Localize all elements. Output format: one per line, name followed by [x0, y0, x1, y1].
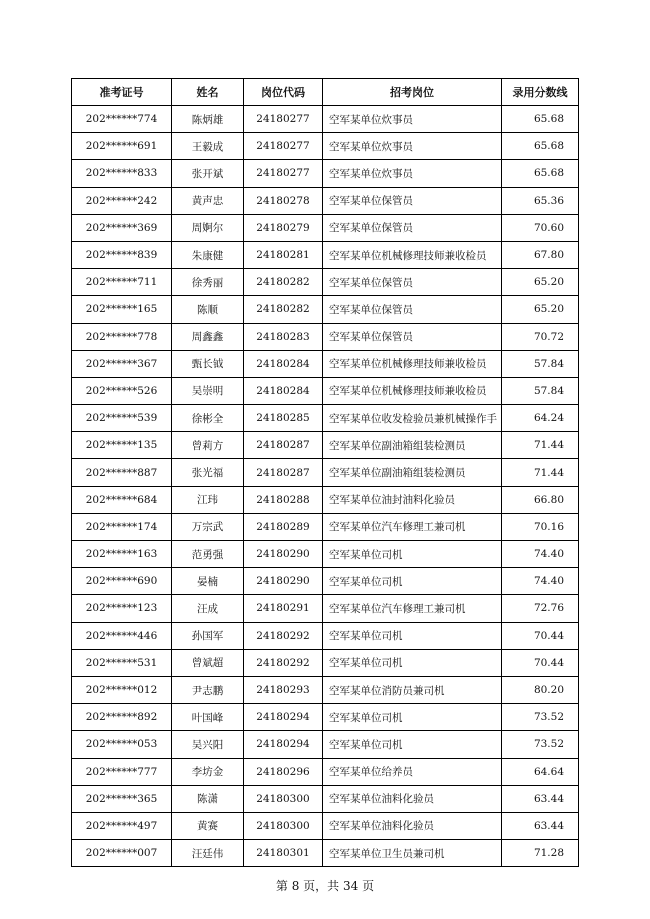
exam-id-cell: 202******778: [72, 323, 172, 350]
name-cell: 万宗武: [172, 513, 244, 540]
score-cell: 70.16: [502, 513, 579, 540]
table-row: [72, 432, 579, 459]
post-code-cell: 24180292: [244, 649, 323, 676]
post-code-cell: 24180290: [244, 541, 323, 568]
exam-id-cell: 202******123: [72, 595, 172, 622]
post-cell: 空军某单位司机: [323, 649, 502, 676]
score-cell: 70.44: [502, 649, 579, 676]
post-code-cell: 24180300: [244, 812, 323, 839]
post-code-cell: 24180292: [244, 622, 323, 649]
score-cell: 67.80: [502, 241, 579, 268]
table-row: [72, 187, 579, 214]
post-cell: 空军某单位收发检验员兼机械操作手: [323, 405, 502, 432]
post-code-cell: 24180284: [244, 377, 323, 404]
name-cell: 李坊金: [172, 758, 244, 785]
post-code-cell: 24180301: [244, 840, 323, 867]
exam-id-cell: 202******684: [72, 486, 172, 513]
post-cell: 空军某单位机械修理技师兼收检员: [323, 350, 502, 377]
exam-id-cell: 202******711: [72, 269, 172, 296]
post-code-cell: 24180282: [244, 269, 323, 296]
table-row: [72, 568, 579, 595]
post-code-cell: 24180300: [244, 785, 323, 812]
score-cell: 65.68: [502, 160, 579, 187]
score-cell: 80.20: [502, 676, 579, 703]
name-cell: 徐彬全: [172, 405, 244, 432]
name-cell: 陈炳雄: [172, 106, 244, 133]
exam-id-cell: 202******446: [72, 622, 172, 649]
post-code-cell: 24180284: [244, 350, 323, 377]
name-cell: 曾斌超: [172, 649, 244, 676]
name-cell: 黄赛: [172, 812, 244, 839]
table-row: [72, 214, 579, 241]
exam-id-cell: 202******774: [72, 106, 172, 133]
post-code-cell: 24180278: [244, 187, 323, 214]
table-row: [72, 649, 579, 676]
score-cell: 71.28: [502, 840, 579, 867]
name-cell: 汪廷伟: [172, 840, 244, 867]
name-cell: 范勇强: [172, 541, 244, 568]
post-cell: 空军某单位油料化验员: [323, 785, 502, 812]
exam-id-cell: 202******833: [72, 160, 172, 187]
table-header-row: [72, 79, 579, 106]
exam-id-cell: 202******007: [72, 840, 172, 867]
header-score: 录用分数线: [502, 79, 579, 106]
score-cell: 70.72: [502, 323, 579, 350]
post-cell: 空军某单位炊事员: [323, 106, 502, 133]
results-table: [71, 78, 579, 867]
post-cell: 空军某单位给养员: [323, 758, 502, 785]
table-row: [72, 840, 579, 867]
post-cell: 空军某单位保管员: [323, 187, 502, 214]
score-cell: 65.68: [502, 106, 579, 133]
score-cell: 65.68: [502, 133, 579, 160]
header-exam-id: 准考证号: [72, 79, 172, 106]
exam-id-cell: 202******691: [72, 133, 172, 160]
exam-id-cell: 202******539: [72, 405, 172, 432]
post-cell: 空军某单位司机: [323, 541, 502, 568]
score-cell: 65.20: [502, 269, 579, 296]
post-cell: 空军某单位保管员: [323, 323, 502, 350]
post-code-cell: 24180290: [244, 568, 323, 595]
exam-id-cell: 202******497: [72, 812, 172, 839]
table-row: [72, 405, 579, 432]
exam-id-cell: 202******369: [72, 214, 172, 241]
post-cell: 空军某单位炊事员: [323, 133, 502, 160]
post-cell: 空军某单位保管员: [323, 296, 502, 323]
score-cell: 57.84: [502, 350, 579, 377]
post-cell: 空军某单位油封油料化验员: [323, 486, 502, 513]
name-cell: 周鑫鑫: [172, 323, 244, 350]
exam-id-cell: 202******777: [72, 758, 172, 785]
table-row: [72, 323, 579, 350]
name-cell: 晏楠: [172, 568, 244, 595]
name-cell: 汪成: [172, 595, 244, 622]
score-cell: 70.60: [502, 214, 579, 241]
table-row: [72, 785, 579, 812]
post-cell: 空军某单位司机: [323, 731, 502, 758]
post-code-cell: 24180277: [244, 160, 323, 187]
exam-id-cell: 202******053: [72, 731, 172, 758]
name-cell: 孙国军: [172, 622, 244, 649]
post-code-cell: 24180287: [244, 459, 323, 486]
table-row: [72, 106, 579, 133]
table-row: [72, 377, 579, 404]
exam-id-cell: 202******892: [72, 704, 172, 731]
post-cell: 空军某单位副油箱组装检测员: [323, 459, 502, 486]
score-cell: 73.52: [502, 704, 579, 731]
score-cell: 74.40: [502, 568, 579, 595]
name-cell: 陈顺: [172, 296, 244, 323]
score-cell: 63.44: [502, 785, 579, 812]
table-row: [72, 241, 579, 268]
exam-id-cell: 202******163: [72, 541, 172, 568]
exam-id-cell: 202******165: [72, 296, 172, 323]
post-code-cell: 24180291: [244, 595, 323, 622]
post-cell: 空军某单位保管员: [323, 214, 502, 241]
exam-id-cell: 202******690: [72, 568, 172, 595]
exam-id-cell: 202******531: [72, 649, 172, 676]
table-row: [72, 350, 579, 377]
score-cell: 64.24: [502, 405, 579, 432]
post-cell: 空军某单位司机: [323, 622, 502, 649]
table-row: [72, 269, 579, 296]
table-row: [72, 676, 579, 703]
score-cell: 65.20: [502, 296, 579, 323]
name-cell: 曾莉方: [172, 432, 244, 459]
score-cell: 71.44: [502, 432, 579, 459]
table-row: [72, 133, 579, 160]
name-cell: 尹志鹏: [172, 676, 244, 703]
exam-id-cell: 202******242: [72, 187, 172, 214]
post-cell: 空军某单位卫生员兼司机: [323, 840, 502, 867]
page-footer: 第 8 页，共 34 页: [275, 879, 375, 893]
post-cell: 空军某单位汽车修理工兼司机: [323, 595, 502, 622]
table-row: [72, 812, 579, 839]
post-code-cell: 24180293: [244, 676, 323, 703]
name-cell: 黄声忠: [172, 187, 244, 214]
table-row: [72, 541, 579, 568]
post-code-cell: 24180281: [244, 241, 323, 268]
post-code-cell: 24180282: [244, 296, 323, 323]
post-cell: 空军某单位保管员: [323, 269, 502, 296]
name-cell: 徐秀丽: [172, 269, 244, 296]
name-cell: 朱康健: [172, 241, 244, 268]
post-cell: 空军某单位汽车修理工兼司机: [323, 513, 502, 540]
exam-id-cell: 202******365: [72, 785, 172, 812]
post-code-cell: 24180287: [244, 432, 323, 459]
post-cell: 空军某单位炊事员: [323, 160, 502, 187]
post-code-cell: 24180285: [244, 405, 323, 432]
post-cell: 空军某单位司机: [323, 704, 502, 731]
exam-id-cell: 202******367: [72, 350, 172, 377]
table-row: [72, 296, 579, 323]
table-row: [72, 622, 579, 649]
name-cell: 张光福: [172, 459, 244, 486]
name-cell: 周婀尔: [172, 214, 244, 241]
table-row: [72, 758, 579, 785]
header-post-code: 岗位代码: [244, 79, 323, 106]
post-code-cell: 24180294: [244, 704, 323, 731]
results-table-container: [71, 78, 578, 867]
score-cell: 71.44: [502, 459, 579, 486]
post-cell: 空军某单位机械修理技师兼收检员: [323, 377, 502, 404]
table-row: [72, 704, 579, 731]
score-cell: 70.44: [502, 622, 579, 649]
post-cell: 空军某单位司机: [323, 568, 502, 595]
name-cell: 江玮: [172, 486, 244, 513]
table-row: [72, 486, 579, 513]
exam-id-cell: 202******174: [72, 513, 172, 540]
score-cell: 65.36: [502, 187, 579, 214]
name-cell: 张开斌: [172, 160, 244, 187]
post-cell: 空军某单位油料化验员: [323, 812, 502, 839]
post-code-cell: 24180277: [244, 133, 323, 160]
score-cell: 72.76: [502, 595, 579, 622]
post-cell: 空军某单位机械修理技师兼收检员: [323, 241, 502, 268]
header-name: 姓名: [172, 79, 244, 106]
name-cell: 王毅成: [172, 133, 244, 160]
table-row: [72, 513, 579, 540]
exam-id-cell: 202******839: [72, 241, 172, 268]
post-code-cell: 24180294: [244, 731, 323, 758]
exam-id-cell: 202******526: [72, 377, 172, 404]
name-cell: 吴崇明: [172, 377, 244, 404]
post-code-cell: 24180288: [244, 486, 323, 513]
score-cell: 66.80: [502, 486, 579, 513]
header-post: 招考岗位: [323, 79, 502, 106]
exam-id-cell: 202******887: [72, 459, 172, 486]
post-code-cell: 24180277: [244, 106, 323, 133]
post-cell: 空军某单位副油箱组装检测员: [323, 432, 502, 459]
name-cell: 陈潇: [172, 785, 244, 812]
table-row: [72, 731, 579, 758]
score-cell: 73.52: [502, 731, 579, 758]
name-cell: 叶国峰: [172, 704, 244, 731]
score-cell: 63.44: [502, 812, 579, 839]
post-code-cell: 24180296: [244, 758, 323, 785]
exam-id-cell: 202******135: [72, 432, 172, 459]
post-code-cell: 24180283: [244, 323, 323, 350]
post-cell: 空军某单位消防员兼司机: [323, 676, 502, 703]
post-code-cell: 24180289: [244, 513, 323, 540]
table-row: [72, 160, 579, 187]
exam-id-cell: 202******012: [72, 676, 172, 703]
name-cell: 甄长钺: [172, 350, 244, 377]
table-row: [72, 595, 579, 622]
score-cell: 74.40: [502, 541, 579, 568]
name-cell: 吴兴阳: [172, 731, 244, 758]
table-row: [72, 459, 579, 486]
score-cell: 64.64: [502, 758, 579, 785]
post-code-cell: 24180279: [244, 214, 323, 241]
score-cell: 57.84: [502, 377, 579, 404]
